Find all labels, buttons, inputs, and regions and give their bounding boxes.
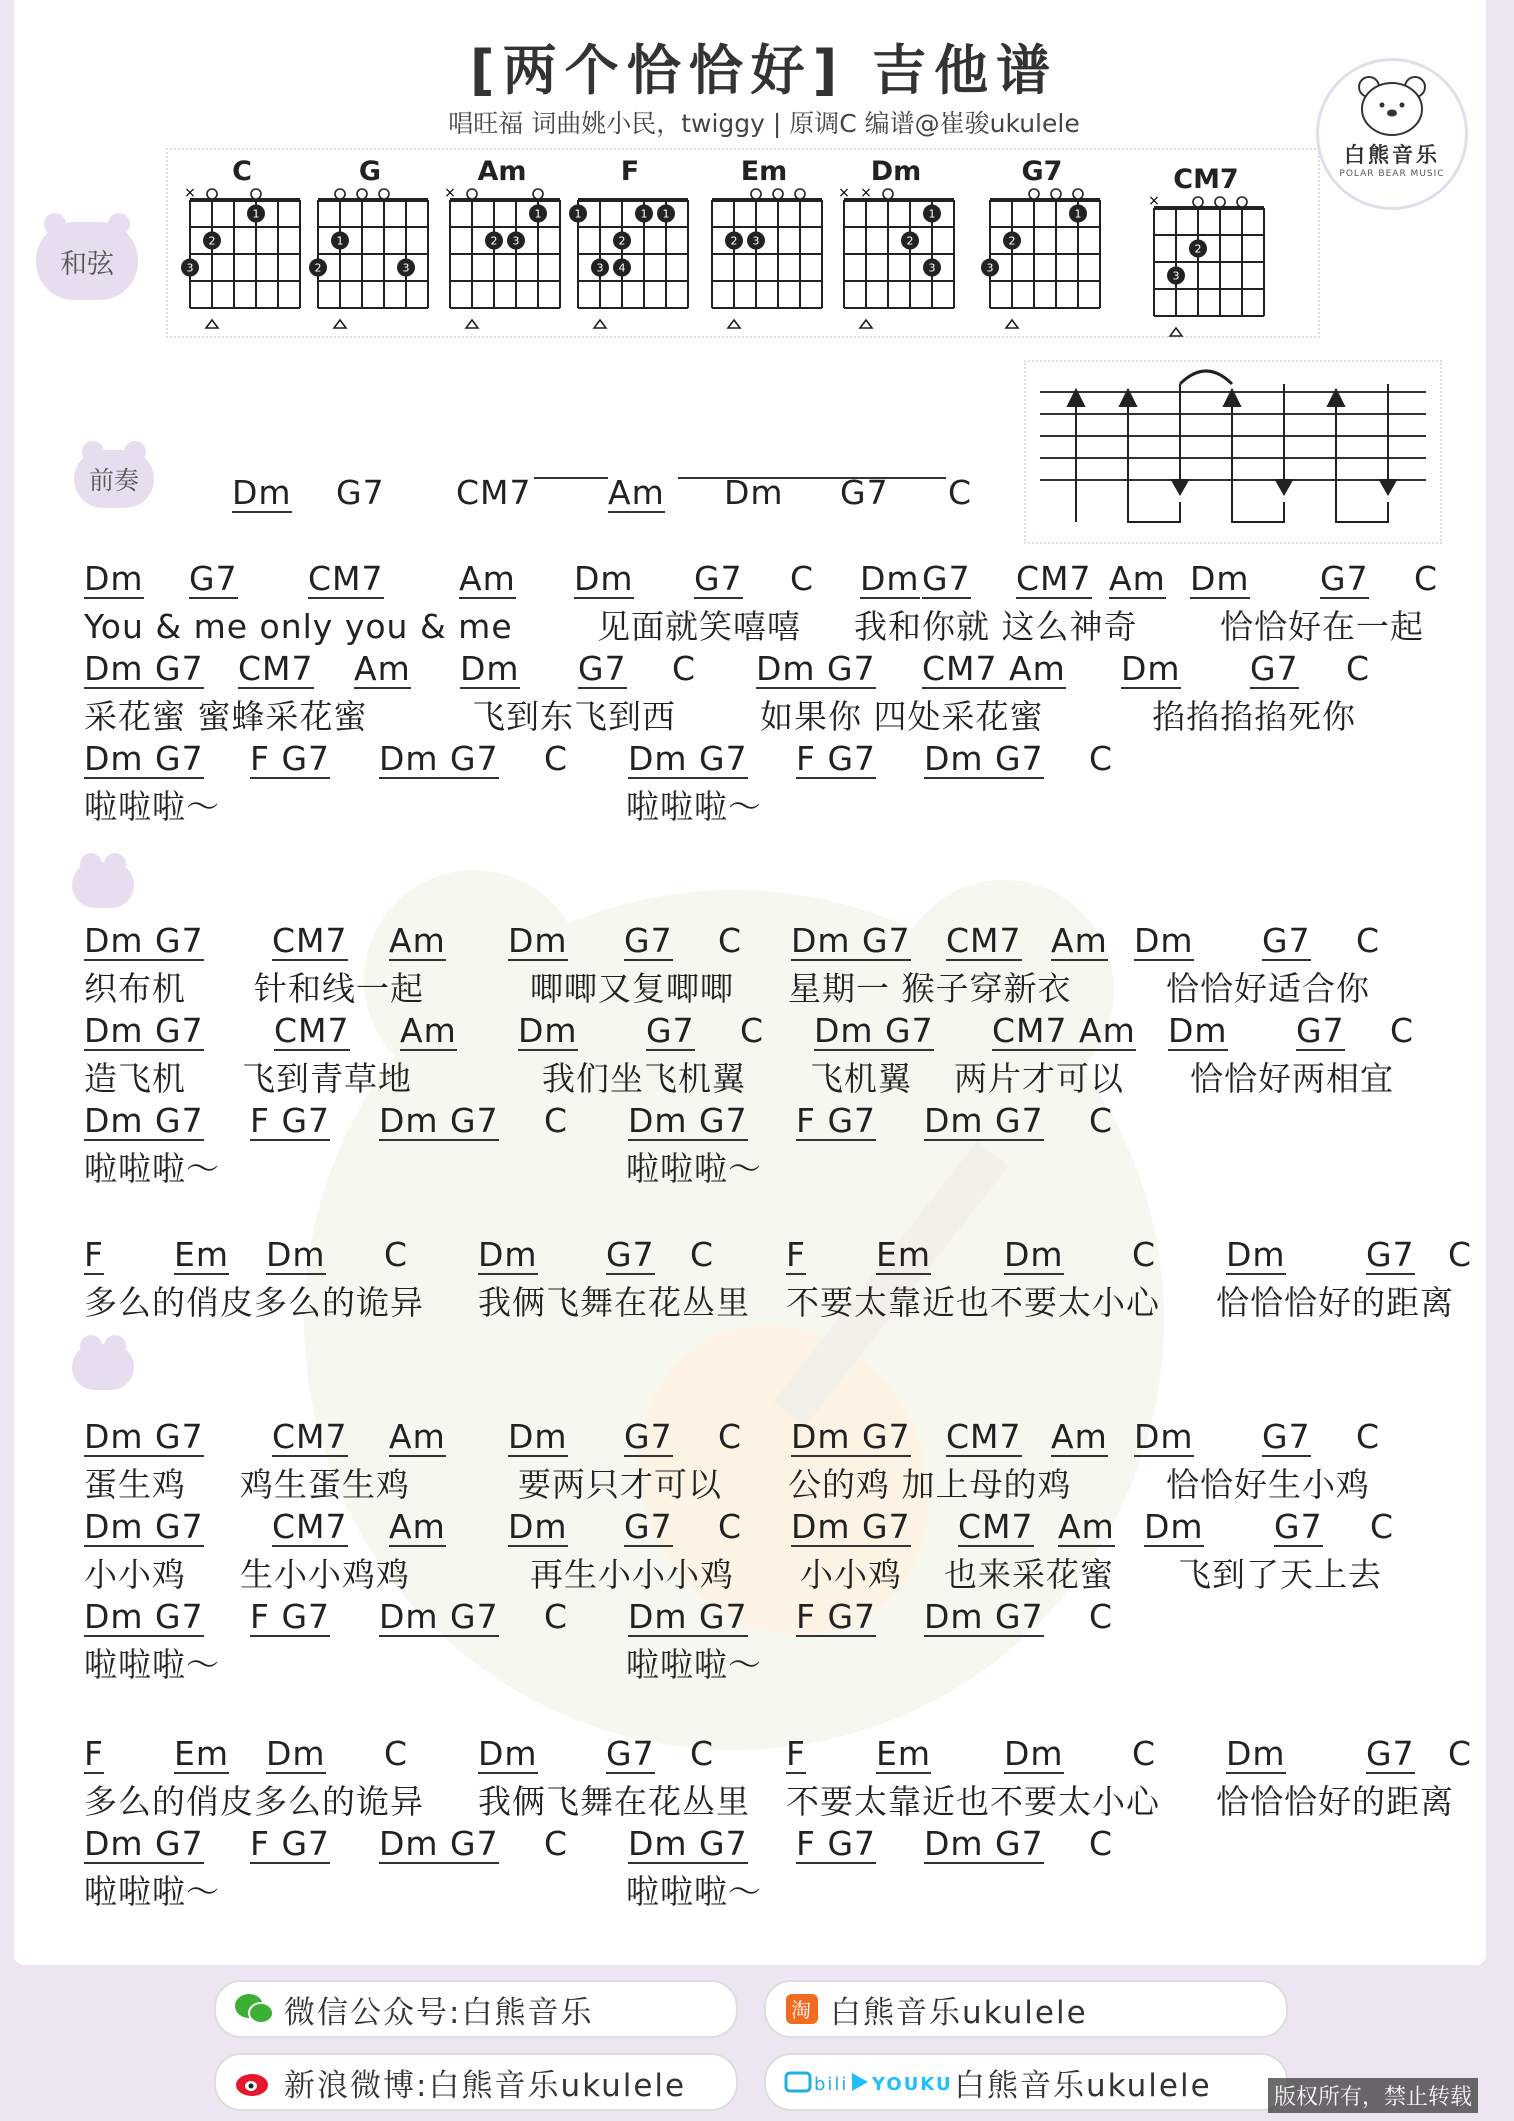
chord-symbol: Am: [1051, 1417, 1108, 1456]
chord-symbol: G7: [624, 1507, 673, 1546]
chord-symbol: C: [1370, 1507, 1395, 1546]
chord-symbol: Dm: [860, 559, 920, 598]
lyric-text: 采花蜜 蜜蜂采花蜜: [84, 697, 368, 736]
chord-symbol: G7: [1262, 921, 1311, 960]
chord-symbol: G7: [578, 649, 627, 688]
chord-symbol: CM7: [946, 921, 1022, 960]
chord-symbol: Dm G7: [84, 1824, 204, 1863]
chord-symbol: G7: [189, 559, 238, 598]
chord-diagram: [182, 156, 302, 336]
chord-symbol: C: [1089, 1597, 1114, 1636]
svg-text:3: 3: [752, 234, 760, 248]
video-pill[interactable]: [764, 2053, 1288, 2111]
chord-symbol: Dm: [478, 1235, 538, 1274]
intro-chord: C: [948, 473, 973, 512]
lyric-text: 啦啦啦～: [626, 1149, 762, 1188]
lyric-text: 恰恰好适合你: [1166, 969, 1370, 1008]
chord-grid: [836, 186, 956, 336]
svg-text:×: ×: [444, 185, 456, 201]
chord-symbol: F G7: [796, 1824, 877, 1863]
chord-symbol: C: [672, 649, 697, 688]
intro-chord: Dm: [724, 473, 784, 512]
verse-3-tag: [72, 1344, 134, 1390]
intro-chord: Am: [608, 473, 665, 512]
lyric-text: 啦啦啦～: [84, 1149, 220, 1188]
lyric-text: 我们坐飞机翼: [542, 1059, 746, 1098]
chord-symbol: CM7: [272, 1417, 348, 1456]
chord-symbol: Dm: [518, 1011, 578, 1050]
lyric-line: [14, 607, 1514, 647]
chord-name: F: [620, 156, 640, 187]
chord-symbol: CM7: [238, 649, 314, 688]
chord-symbol: Am: [389, 1417, 446, 1456]
chord-symbol: Dm G7: [756, 649, 876, 688]
svg-text:2: 2: [730, 234, 738, 248]
chord-symbol: C: [1390, 1011, 1415, 1050]
lyric-text: 啦啦啦～: [626, 1872, 762, 1911]
chord-symbol: Dm: [266, 1235, 326, 1274]
lyric-line: [14, 969, 1514, 1009]
chord-symbol: CM7 Am: [922, 649, 1066, 688]
lyric-line: [14, 1059, 1514, 1099]
lyric-text: 如果你 四处采花蜜: [760, 697, 1044, 736]
intro-underline: [534, 476, 608, 479]
lyric-text: 啦啦啦～: [84, 1645, 220, 1684]
svg-text:2: 2: [618, 234, 626, 248]
svg-text:×: ×: [860, 185, 872, 201]
svg-text:×: ×: [184, 185, 196, 201]
lyric-text: 唧唧又复唧唧: [530, 969, 734, 1008]
chord-symbol: C: [544, 1597, 569, 1636]
chord-symbol: G7: [606, 1235, 655, 1274]
chord-symbol: CM7: [272, 921, 348, 960]
chord-symbol: C: [384, 1734, 409, 1773]
strum-pattern: [1024, 360, 1442, 544]
chord-symbol: Dm G7: [628, 739, 748, 778]
lyric-text: 造飞机: [84, 1059, 186, 1098]
chord-symbol: F: [84, 1235, 104, 1274]
chord-symbol: C: [1346, 649, 1371, 688]
chord-symbol: C: [1089, 1824, 1114, 1863]
wechat-pill[interactable]: [214, 1980, 738, 2038]
chord-symbol: Dm: [508, 921, 568, 960]
lyric-text: 不要太靠近也不要太小心: [786, 1283, 1160, 1322]
chord-symbol: Dm: [1134, 1417, 1194, 1456]
chord-section-label: 和弦: [60, 248, 114, 280]
chord-symbol: C: [1448, 1734, 1473, 1773]
chord-symbol: G7: [1366, 1235, 1415, 1274]
chord-symbol: Dm G7: [924, 1824, 1044, 1863]
svg-text:1: 1: [574, 207, 582, 221]
chord-symbol: Dm G7: [379, 739, 499, 778]
chord-name: C: [232, 156, 252, 187]
chord-symbol: Dm G7: [84, 1101, 204, 1140]
logo-subtext: POLAR BEAR MUSIC: [1339, 169, 1445, 179]
chord-symbol: C: [1089, 1101, 1114, 1140]
intro-underline: [678, 476, 946, 479]
chord-symbol: Dm: [1121, 649, 1181, 688]
chord-symbol: Dm G7: [924, 1597, 1044, 1636]
lyric-line: [14, 1149, 1514, 1189]
lyric-line: [14, 787, 1514, 827]
lyric-text: 飞到青草地: [242, 1059, 412, 1098]
chord-grid: [182, 186, 302, 336]
chord-symbol: Dm: [460, 649, 520, 688]
svg-text:×: ×: [838, 185, 850, 201]
copyright-notice: 版权所有，禁止转载: [1268, 2078, 1478, 2113]
chord-symbol: C: [1132, 1734, 1157, 1773]
chord-symbol: F G7: [796, 1597, 877, 1636]
lyric-text: 也来采花蜜: [944, 1555, 1114, 1594]
chord-symbol: C: [1089, 739, 1114, 778]
chord-symbol: Dm: [1168, 1011, 1228, 1050]
intro-chord: G7: [840, 473, 889, 512]
taobao-pill[interactable]: [764, 1980, 1288, 2038]
lyric-text: 小小鸡: [84, 1555, 186, 1594]
intro-line: [14, 473, 1514, 516]
lyric-text: 两片才可以: [954, 1059, 1124, 1098]
chord-symbol: Dm: [478, 1734, 538, 1773]
chord-line: [14, 1734, 1514, 1777]
chord-symbol: F G7: [796, 1101, 877, 1140]
chord-symbol: Dm G7: [84, 1011, 204, 1050]
chord-line: [14, 1507, 1514, 1550]
chord-symbol: G7: [922, 559, 971, 598]
chord-diagram: [704, 156, 824, 336]
chord-symbol: Dm G7: [84, 1507, 204, 1546]
chord-symbol: Em: [876, 1734, 931, 1773]
chord-symbol: G7: [1320, 559, 1369, 598]
chord-symbol: F G7: [250, 1597, 331, 1636]
weibo-text: 新浪微博:白熊音乐ukulele: [284, 2067, 687, 2104]
chord-symbol: G7: [1366, 1734, 1415, 1773]
intro-chord: G7: [336, 473, 385, 512]
lyric-text: You & me only you & me: [84, 607, 513, 646]
chord-line: [14, 739, 1514, 782]
lyric-text: 要两只才可以: [518, 1465, 722, 1504]
svg-text:3: 3: [986, 261, 994, 275]
chord-symbol: C: [1356, 1417, 1381, 1456]
brand-logo: [1316, 58, 1468, 210]
svg-text:4: 4: [618, 261, 626, 275]
chord-symbol: Em: [876, 1235, 931, 1274]
chord-line: [14, 1011, 1514, 1054]
svg-text:1: 1: [534, 207, 542, 221]
chord-symbol: C: [718, 1417, 743, 1456]
chord-symbol: F: [786, 1734, 806, 1773]
svg-text:1: 1: [928, 207, 936, 221]
svg-text:3: 3: [186, 261, 194, 275]
weibo-icon: [234, 2065, 274, 2099]
ukulele-deco-icon: [30, 114, 170, 154]
svg-text:2: 2: [314, 261, 322, 275]
chord-symbol: F G7: [250, 739, 331, 778]
chord-symbol: Dm G7: [628, 1597, 748, 1636]
chord-symbol: C: [544, 1824, 569, 1863]
chord-grid: [310, 186, 430, 336]
lyric-text: 不要太靠近也不要太小心: [786, 1782, 1160, 1821]
svg-text:2: 2: [1194, 242, 1202, 256]
lyric-text: 多么的俏皮多么的诡异: [84, 1283, 424, 1322]
lyric-text: 我俩飞舞在花丛里: [478, 1283, 750, 1322]
chord-symbol: Am: [400, 1011, 457, 1050]
chord-symbol: C: [544, 739, 569, 778]
lyric-line: [14, 1465, 1514, 1505]
svg-text:3: 3: [1172, 269, 1180, 283]
chord-symbol: C: [384, 1235, 409, 1274]
intro-label: 前奏: [88, 466, 139, 495]
svg-text:淘: 淘: [791, 1998, 813, 2022]
chord-symbol: Em: [174, 1734, 229, 1773]
chord-symbol: CM7 Am: [992, 1011, 1136, 1050]
chord-symbol: Dm G7: [84, 739, 204, 778]
chord-symbol: Am: [1058, 1507, 1115, 1546]
chord-symbol: Dm G7: [628, 1824, 748, 1863]
chord-name: Em: [740, 156, 788, 187]
lyric-text: 多么的俏皮多么的诡异: [84, 1782, 424, 1821]
lyric-text: 啦啦啦～: [84, 1872, 220, 1911]
chord-symbol: G7: [1296, 1011, 1345, 1050]
chord-grid: [704, 186, 824, 336]
svg-text:1: 1: [336, 234, 344, 248]
chord-symbol: CM7: [946, 1417, 1022, 1456]
chord-symbol: CM7: [274, 1011, 350, 1050]
lyric-text: 生小小鸡鸡: [240, 1555, 410, 1594]
chord-symbol: Am: [389, 921, 446, 960]
chord-symbol: Dm G7: [379, 1101, 499, 1140]
chord-symbol: Dm: [574, 559, 634, 598]
chord-symbol: C: [1448, 1235, 1473, 1274]
intro-chord: CM7: [456, 473, 532, 512]
chord-symbol: Dm G7: [379, 1824, 499, 1863]
chord-symbol: Dm G7: [84, 1597, 204, 1636]
verse-2-tag: [72, 862, 134, 908]
chord-diagram: [442, 156, 562, 336]
lyric-text: 飞到了天上去: [1178, 1555, 1382, 1594]
lyric-text: 鸡生蛋生鸡: [240, 1465, 410, 1504]
chord-symbol: Dm: [508, 1417, 568, 1456]
video-text: 白熊音乐ukulele: [954, 2067, 1212, 2104]
bear-logo-icon: [1355, 73, 1429, 137]
chord-symbol: G7: [1274, 1507, 1323, 1546]
chord-symbol: Dm G7: [814, 1011, 934, 1050]
lyric-text: 啦啦啦～: [626, 787, 762, 826]
chord-symbol: Am: [459, 559, 516, 598]
lyric-text: 蛋生鸡: [84, 1465, 186, 1504]
chord-symbol: Dm G7: [84, 1417, 204, 1456]
chord-symbol: Dm G7: [84, 649, 204, 688]
chord-symbol: Dm: [84, 559, 144, 598]
chord-line: [14, 559, 1514, 602]
chord-symbol: C: [718, 1507, 743, 1546]
lyric-text: 掐掐掐掐死你: [1152, 697, 1356, 736]
chord-symbol: G7: [1250, 649, 1299, 688]
lyric-text: 恰恰好在一起: [1220, 607, 1424, 646]
chord-line: [14, 1824, 1514, 1867]
chord-symbol: Dm G7: [379, 1597, 499, 1636]
lyric-line: [14, 1283, 1514, 1323]
sheet: [14, 0, 1486, 1965]
chord-symbol: G7: [694, 559, 743, 598]
chord-symbol: Dm: [1134, 921, 1194, 960]
chord-symbol: C: [690, 1734, 715, 1773]
lyric-text: 恰恰好两相宜: [1190, 1059, 1394, 1098]
svg-text:1: 1: [662, 207, 670, 221]
chord-symbol: Dm: [1226, 1235, 1286, 1274]
chord-diagram: [570, 156, 690, 336]
lyric-text: 见面就笑嘻嘻: [597, 607, 801, 646]
chord-line: [14, 1235, 1514, 1278]
chord-grid: [1146, 194, 1266, 344]
chord-symbol: G7: [606, 1734, 655, 1773]
lyric-text: 我俩飞舞在花丛里: [478, 1782, 750, 1821]
chord-symbol: Dm G7: [791, 921, 911, 960]
weibo-pill[interactable]: [214, 2053, 738, 2111]
chord-symbol: F G7: [250, 1824, 331, 1863]
chord-symbol: C: [790, 559, 815, 598]
lyric-text: 恰恰恰好的距离: [1216, 1283, 1454, 1322]
chord-symbol: Dm G7: [924, 1101, 1044, 1140]
svg-text:3: 3: [596, 261, 604, 275]
chord-name: G: [358, 156, 382, 187]
chord-symbol: CM7: [272, 1507, 348, 1546]
lyric-line: [14, 1872, 1514, 1912]
chord-symbol: Em: [174, 1235, 229, 1274]
chord-name: Dm: [870, 156, 922, 187]
chord-diagram: [1146, 164, 1266, 344]
lyric-line: [14, 1645, 1514, 1685]
chord-line: [14, 1417, 1514, 1460]
svg-text:1: 1: [252, 207, 260, 221]
chord-symbol: Am: [354, 649, 411, 688]
chord-symbol: F G7: [796, 739, 877, 778]
lyric-text: 飞机翼: [810, 1059, 912, 1098]
chord-grid: [570, 186, 690, 336]
page-title: [两个恰恰好] 吉他谱: [469, 39, 1059, 102]
chord-name: G7: [1021, 156, 1063, 187]
chord-symbol: C: [544, 1101, 569, 1140]
song-credits: 唱旺福 词曲姚小民，twiggy | 原调C 编谱@崔骏ukulele: [448, 109, 1080, 138]
chord-symbol: Am: [389, 1507, 446, 1546]
wechat-icon: [234, 1992, 274, 2026]
chord-symbol: Dm: [1004, 1235, 1064, 1274]
chord-symbol: C: [740, 1011, 765, 1050]
lyric-text: 恰恰好生小鸡: [1166, 1465, 1370, 1504]
taobao-text: 白熊音乐ukulele: [830, 1994, 1088, 2031]
chord-symbol: Dm: [1190, 559, 1250, 598]
chord-symbol: Am: [1051, 921, 1108, 960]
logo-text: 白熊音乐: [1344, 143, 1440, 167]
chord-symbol: CM7: [308, 559, 384, 598]
chord-symbol: Dm: [1004, 1734, 1064, 1773]
chord-symbol: Dm G7: [628, 1101, 748, 1140]
chord-symbol: Dm: [508, 1507, 568, 1546]
wechat-text: 微信公众号:白熊音乐: [284, 1994, 594, 2031]
taobao-icon: [784, 1992, 820, 2026]
chord-symbol: G7: [624, 1417, 673, 1456]
chord-line: [14, 921, 1514, 964]
chord-symbol: Dm: [1226, 1734, 1286, 1773]
chord-symbol: CM7: [958, 1507, 1034, 1546]
svg-text:2: 2: [906, 234, 914, 248]
svg-text:1: 1: [640, 207, 648, 221]
chord-symbol: F G7: [250, 1101, 331, 1140]
lyric-text: 飞到东飞到西: [472, 697, 676, 736]
svg-text:3: 3: [402, 261, 410, 275]
chord-symbol: C: [718, 921, 743, 960]
chord-symbol: C: [1132, 1235, 1157, 1274]
lyric-text: 啦啦啦～: [84, 787, 220, 826]
chord-symbol: Dm: [266, 1734, 326, 1773]
svg-text:2: 2: [490, 234, 498, 248]
chord-symbol: C: [1356, 921, 1381, 960]
svg-text:2: 2: [1008, 234, 1016, 248]
lyric-text: 再生小小小鸡: [530, 1555, 734, 1594]
chord-symbol: Dm G7: [791, 1507, 911, 1546]
chord-line: [14, 1101, 1514, 1144]
chord-line: [14, 649, 1514, 692]
lyric-text: 织布机: [84, 969, 186, 1008]
lyric-text: 我和你就 这么神奇: [854, 607, 1138, 646]
chord-symbol: C: [690, 1235, 715, 1274]
lyric-text: 星期一 猴子穿新衣: [788, 969, 1072, 1008]
chord-symbol: Dm G7: [791, 1417, 911, 1456]
svg-text:3: 3: [512, 234, 520, 248]
lyric-text: 公的鸡 加上母的鸡: [788, 1465, 1072, 1504]
svg-text:bili: bili: [814, 2074, 849, 2095]
chord-grid: [442, 186, 562, 336]
chord-symbol: Dm G7: [84, 921, 204, 960]
chord-symbol: G7: [624, 921, 673, 960]
chord-line: [14, 1597, 1514, 1640]
lyric-line: [14, 1555, 1514, 1595]
chord-symbol: F: [786, 1235, 806, 1274]
chord-symbol: CM7: [1016, 559, 1092, 598]
chord-grid: [982, 186, 1102, 336]
lyric-text: 啦啦啦～: [626, 1645, 762, 1684]
chord-symbol: G7: [1262, 1417, 1311, 1456]
intro-chord: Dm: [232, 473, 292, 512]
chord-symbol: Dm G7: [924, 739, 1044, 778]
svg-text:×: ×: [1148, 193, 1160, 209]
bilibili-youku-icon: [784, 2065, 953, 2099]
chord-diagram: [310, 156, 430, 336]
chord-diagram: [836, 156, 956, 336]
chord-diagram: [982, 156, 1102, 336]
chord-name: Am: [477, 156, 527, 187]
chord-symbol: Am: [1109, 559, 1166, 598]
svg-text:2: 2: [208, 234, 216, 248]
lyric-line: [14, 1782, 1514, 1822]
lyric-text: 针和线一起: [254, 969, 424, 1008]
chord-symbol: Dm: [1144, 1507, 1204, 1546]
lyric-text: 小小鸡: [800, 1555, 902, 1594]
svg-text:YOUKU: YOUKU: [872, 2074, 953, 2095]
chord-symbol: C: [1414, 559, 1439, 598]
lyric-line: [14, 697, 1514, 737]
lyric-text: 恰恰恰好的距离: [1216, 1782, 1454, 1821]
chord-section-tag: [36, 222, 138, 300]
chord-symbol: G7: [646, 1011, 695, 1050]
chord-symbol: F: [84, 1734, 104, 1773]
svg-text:1: 1: [1074, 207, 1082, 221]
chord-name: CM7: [1173, 164, 1239, 195]
svg-text:3: 3: [928, 261, 936, 275]
